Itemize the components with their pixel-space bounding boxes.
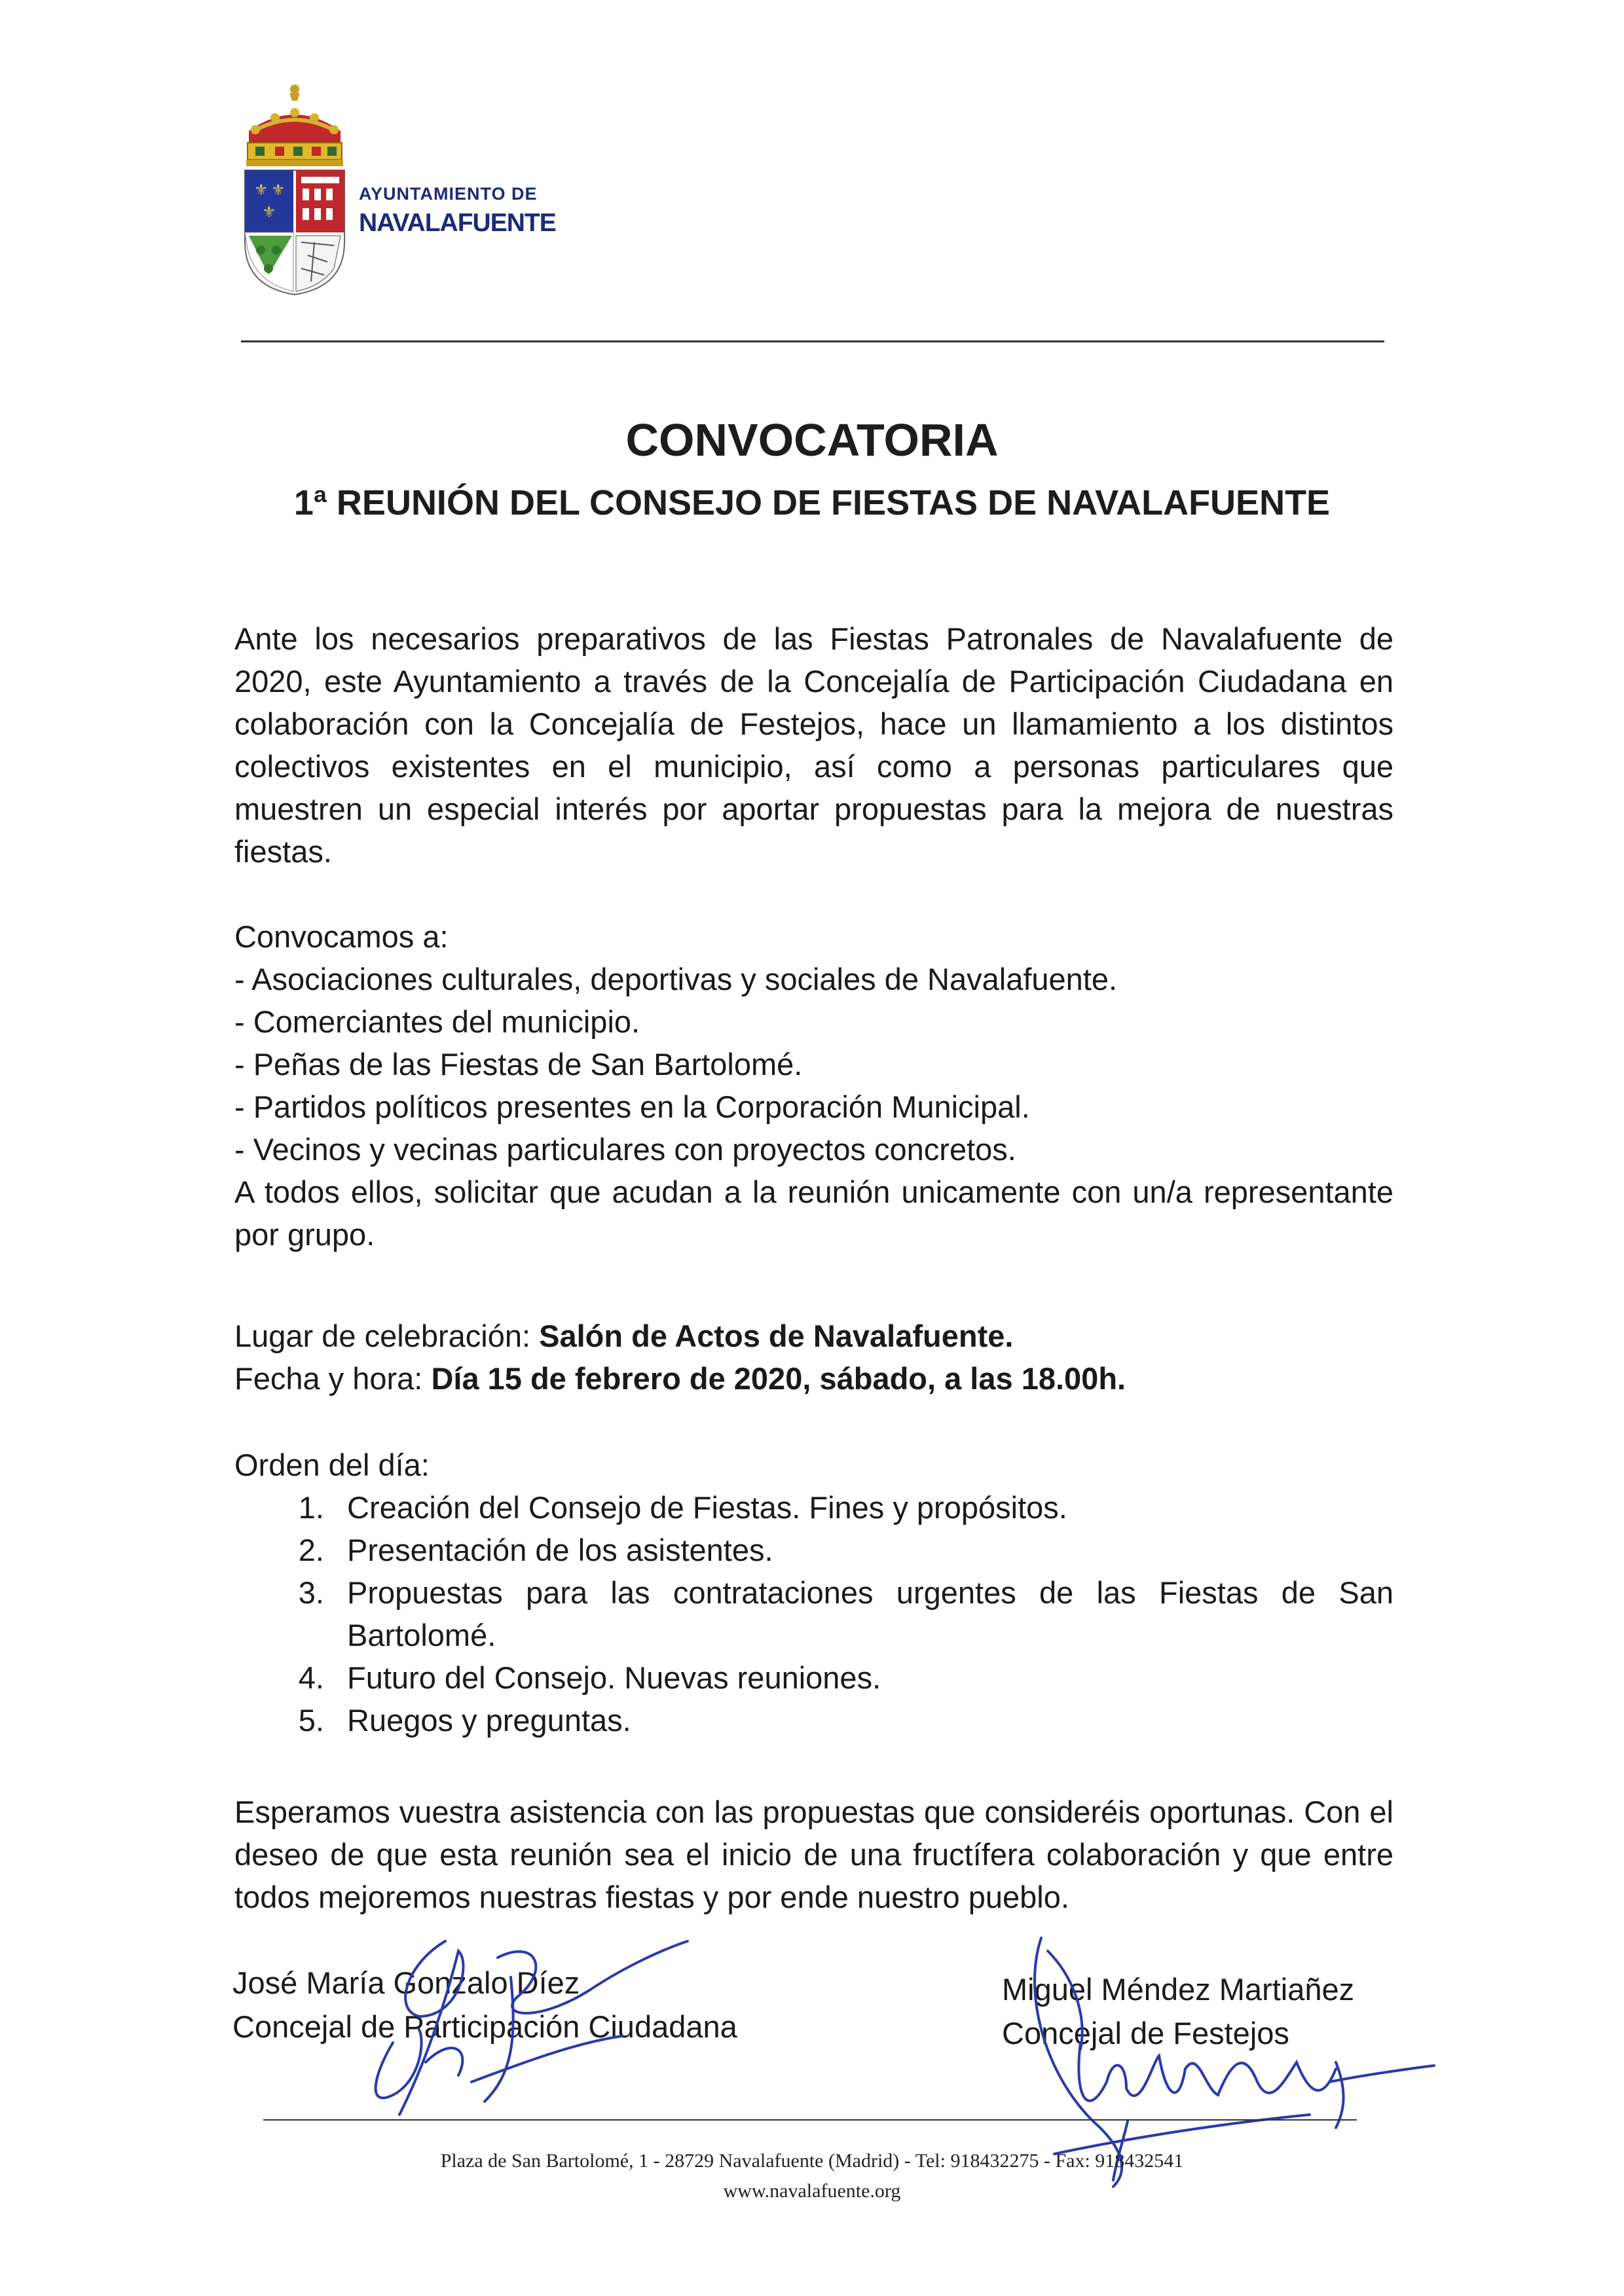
invitees-note: A todos ellos, solicitar que acudan a la reunión unicamente con un/a representante por grupo. (234, 1175, 1393, 1252)
agenda-item: 1. Creación del Consejo de Fiestas. Fines y propósitos. (333, 1486, 1393, 1529)
invitee-item: - Vecinos y vecinas particulares con proyectos concretos. (234, 1132, 1016, 1167)
footer-website[interactable]: www.navalafuente.org (723, 2180, 901, 2202)
agenda-item: 5. Ruegos y preguntas. (333, 1699, 1393, 1741)
signer-role-right: Concejal de Festejos (1002, 2016, 1289, 2050)
agenda-list (234, 1486, 1393, 1741)
signature-block-right (1002, 1967, 1354, 2055)
agenda-item: 2. Presentación de los asistentes. (333, 1529, 1393, 1571)
document-subtitle: 1ª REUNIÓN DEL CONSEJO DE FIESTAS DE NAVALAFUENTE (293, 483, 1331, 522)
svg-text:⚜: ⚜ (271, 181, 286, 199)
svg-text:⚜: ⚜ (254, 181, 268, 199)
footer-address: Plaza de San Bartolomé, 1 - 28729 Navalafuente (Madrid) - Tel: 918432275 - Fax: 918432541 (440, 2150, 1184, 2172)
signature-block-left (232, 1961, 737, 2049)
invitee-item: - Asociaciones culturales, deportivas y sociales de Navalafuente. (234, 962, 1118, 996)
invitee-item: - Comerciantes del municipio. (234, 1004, 640, 1039)
signer-name-left: José María Gonzalo Díez (232, 1965, 580, 2000)
agenda-section (234, 1444, 1393, 1741)
invitee-item: - Peñas de las Fiestas de San Bartolomé. (234, 1047, 803, 1082)
closing-paragraph: Esperamos vuestra asistencia con las propuestas que consideréis oportunas. Con el deseo de que esta reunión sea el inicio de una fructífera colaboración y que entre todos mejoremos nuestras fiestas y por ende nuestro pueblo. (234, 1795, 1393, 1914)
venue-label: Lugar de celebración: (234, 1319, 540, 1353)
org-line-2: NAVALAFUENTE (359, 208, 556, 237)
org-line-1: AYUNTAMIENTO DE (359, 184, 538, 204)
event-details (234, 1315, 1393, 1400)
invitees-heading: Convocamos a: (234, 919, 449, 954)
signer-role-left: Concejal de Participación Ciudadana (232, 2009, 737, 2044)
invitees-section (234, 915, 1393, 1256)
footer-divider (263, 2119, 1357, 2121)
agenda-heading: Orden del día: (234, 1448, 430, 1482)
svg-text:⚜: ⚜ (262, 203, 276, 221)
header-divider (241, 340, 1384, 342)
organization-name (359, 185, 556, 238)
datetime-label: Fecha y hora: (234, 1361, 432, 1396)
intro-paragraph: Ante los necesarios preparativos de las Fiestas Patronales de Navalafuente de 2020, este Ayuntamiento a través de la Concejalía de Participación Ciudadana en colaboración con la Concejalía de Festejos, hace un llamamiento a los distintos colectivos existentes en el municipio, así como a personas particulares que muestren un especial interés por aportar propuestas para la mejora de nuestras fiestas. (234, 621, 1393, 869)
venue-line (234, 1315, 1393, 1357)
venue-value: Salón de Actos de Navalafuente. (539, 1319, 1014, 1353)
document-title: CONVOCATORIA (625, 414, 999, 465)
datetime-line (234, 1357, 1393, 1400)
coat-of-arms-icon (236, 79, 354, 301)
agenda-item: 4. Futuro del Consejo. Nuevas reuniones. (333, 1656, 1393, 1699)
invitee-item: - Partidos políticos presentes en la Corporación Municipal. (234, 1089, 1030, 1124)
datetime-value: Día 15 de febrero de 2020, sábado, a las 18.00h. (431, 1361, 1126, 1396)
signer-name-right: Miguel Méndez Martiañez (1002, 1972, 1355, 2007)
agenda-item: 3. Propuestas para las contrataciones urgentes de las Fiestas de San Bartolomé. (333, 1571, 1393, 1656)
